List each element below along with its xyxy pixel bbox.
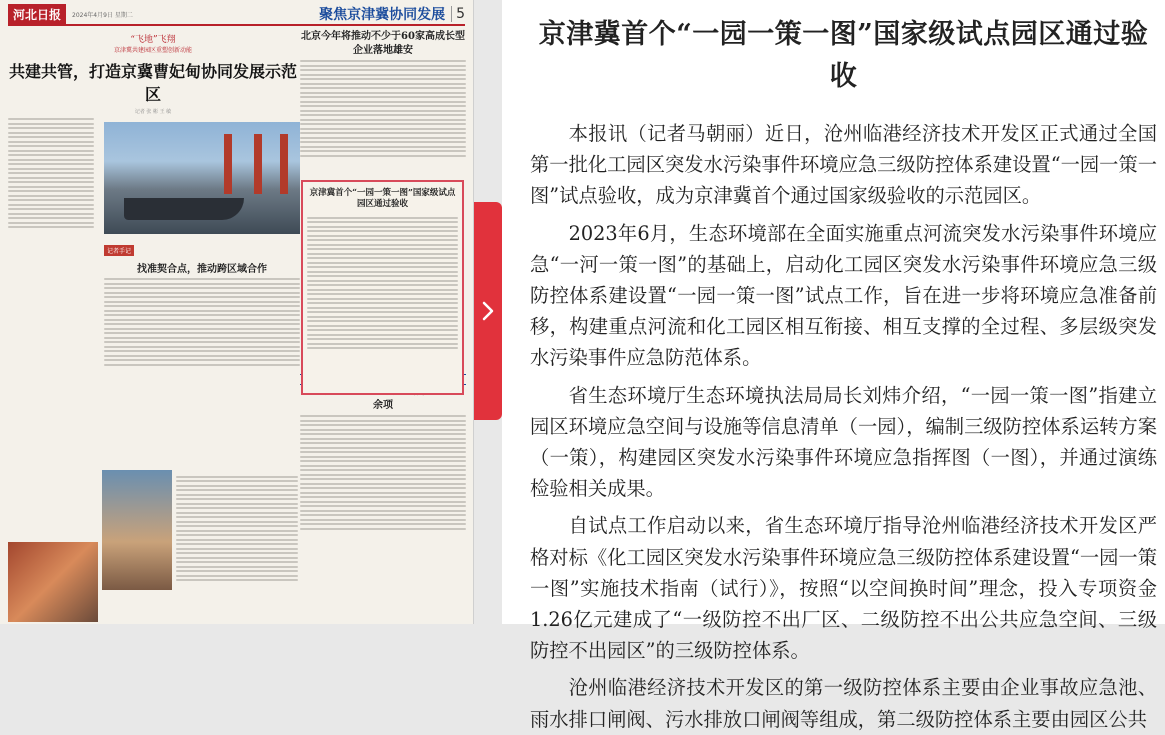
bottom-right-headline[interactable]: 余项: [373, 399, 393, 411]
newspaper-reporter-note: [104, 238, 300, 368]
article-title: 京津冀首个“一园一策一图”国家级试点园区通过验收: [538, 19, 1149, 92]
article-body: [530, 118, 1157, 735]
newspaper-section-title: 聚焦京津冀协同发展: [319, 7, 446, 23]
newspaper-page[interactable]: [0, 0, 474, 624]
port-photo: [104, 122, 300, 234]
newspaper-header: [8, 4, 465, 26]
newspaper-right-text: [300, 60, 466, 157]
newspaper-text-block: [8, 118, 94, 228]
toggle-panel-button[interactable]: [474, 202, 502, 420]
article-paragraph: 沧州临港经济技术开发区的第一级防控体系主要由企业事故应急池、雨水排口闸阀、污水排放口闸阀等组成，第二级防控体系主要由园区公共: [530, 676, 1157, 731]
facility-photo: [102, 470, 172, 590]
chevron-right-icon: [481, 300, 495, 322]
newspaper-text-block-2: [176, 473, 298, 584]
newspaper-right-headline[interactable]: 北京今年将推动不少于60家高成长型企业落地雄安: [301, 31, 465, 56]
newspaper-logo: 河北日报: [8, 4, 66, 25]
newspaper-date: 2024年4月9日 星期二: [72, 11, 133, 19]
newspaper-lead-headline[interactable]: 共建共管，打造京冀曹妃甸协同发展示范区: [8, 62, 297, 104]
newspaper-page-number: 5: [451, 6, 465, 22]
newspaper-banner-title: “飞地”飞翔: [130, 35, 176, 45]
highlighted-article-box[interactable]: [301, 180, 464, 395]
article-paragraph: 2023年6月，生态环境部在全面实施重点河流突发水污染事件环境应急“一河一策一图”的基础上，启动化工园区突发水污染事件环境应急三级防控体系建设置“一园一策一图”试点工作，旨在进一步将环境应急准备前移，构建重点河流和化工园区相互衔接、相互支撑的全过程、多层级突发水污染事件应急防范体系。: [530, 221, 1157, 370]
reporter-note-tag: 记者手记: [104, 245, 134, 256]
workers-photo: [8, 542, 98, 622]
article-paragraph: 本报讯（记者马朝丽）近日，沧州临港经济技术开发区正式通过全国第一批化工园区突发水污染事件环境应急三级防控体系建设置“一园一策一图”试点验收，成为京津冀首个通过国家级验收的示范园区。: [530, 122, 1157, 208]
article-paragraph: 省生态环境厅生态环境执法局局长刘炜介绍，“一园一策一图”指建立园区环境应急空间与设施等信息清单（一园），编制三级防控体系运转方案（一策），构建园区突发水污染事件环境应急指挥图（一图），并通过演练检验相关成果。: [530, 383, 1157, 501]
newspaper-second-headline[interactable]: 找准契合点，推动跨区域合作: [137, 264, 267, 275]
newspaper-left-column: [8, 30, 298, 620]
newspaper-lead-byline: 记者 张 彬 王 敏: [134, 109, 172, 115]
newspaper-banner-subtitle: 京津冀共建园区重塑创新动能: [113, 47, 192, 54]
article-panel: [502, 0, 1165, 731]
article-paragraph: 自试点工作启动以来，省生态环境厅指导沧州临港经济技术开发区严格对标《化工园区突发水污染事件环境应急三级防控体系建设置“一园一策一图”实施技术指南（试行）》，按照“以空间换时间”理念，投入专项资金1.26亿元建成了“一级防控不出厂区、二级防控不出公共应急空间、三级防控不出园区”的三级防控体系。: [530, 514, 1157, 663]
highlighted-article-headline: 京津冀首个“一园一策一图”国家级试点园区通过验收: [309, 188, 456, 210]
